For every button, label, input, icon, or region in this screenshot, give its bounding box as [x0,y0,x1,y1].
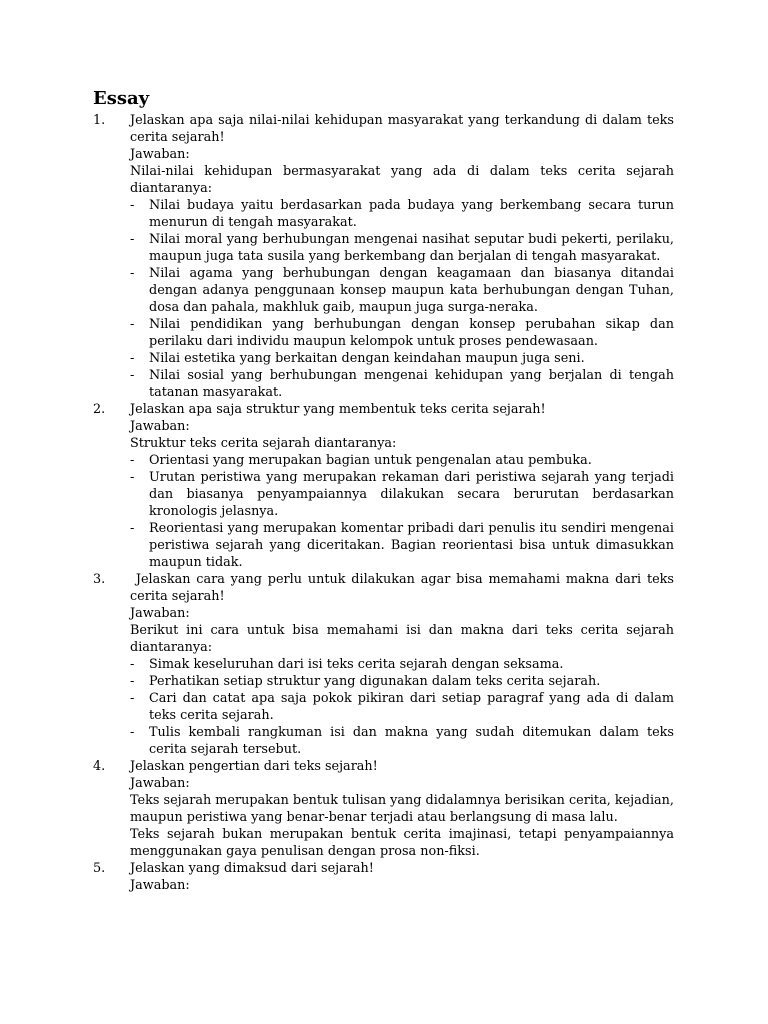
bullet-item [130,265,674,316]
question-text: Jelaskan cara yang perlu untuk dilakukan agar bisa memahami makna dari teks cerita sejarah! [130,572,679,604]
question-body [130,758,674,860]
answer-label: Jawaban: [130,776,190,791]
dash-bullet-icon: - [130,521,135,536]
bullet-text: Nilai estetika yang berkaitan dengan keindahan maupun juga seni. [149,351,585,366]
answer-paragraph: Struktur teks cerita sejarah diantaranya: [130,436,397,451]
bullet-text: Simak keseluruhan dari isi teks cerita sejarah dengan seksama. [149,657,564,672]
bullet-item [130,452,674,469]
question-body [130,571,679,758]
dash-bullet-icon: - [130,368,135,383]
question-text: Jelaskan apa saja struktur yang membentuk teks cerita sejarah! [130,402,546,417]
answer-bullet-list [130,656,674,758]
answer-label: Jawaban: [130,878,190,893]
dash-bullet-icon: - [130,232,135,247]
answer-paragraph: Teks sejarah merupakan bentuk tulisan yang didalamnya berisikan cerita, kejadian, maupun peristiwa yang benar-benar terjadi atau berlangsung di masa lalu. [130,793,674,825]
bullet-text: Nilai moral yang berhubungan mengenai nasihat seputar budi pekerti, perilaku, maupun juga tata susila yang berkembang dan berjalan di tengah masyarakat. [149,232,674,264]
question-number: 4. [93,759,106,774]
answer-bullet-list [130,452,674,571]
bullet-item [130,656,674,673]
bullet-text: Nilai sosial yang berhubungan mengenai kehidupan yang berjalan di tengah tatanan masyarakat. [149,368,674,400]
bullet-text: Urutan peristiwa yang merupakan rekaman dari peristiwa sejarah yang terjadi dan biasanya penyampaiannya dilakukan secara berurutan berdasarkan kronologis jelasnya. [149,470,674,519]
bullet-item [130,520,674,571]
question-number: 3. [93,572,106,587]
dash-bullet-icon: - [130,657,135,672]
answer-paragraph: Berikut ini cara untuk bisa memahami isi dan makna dari teks cerita sejarah diantaranya: [130,623,674,655]
dash-bullet-icon: - [130,691,135,706]
bullet-item [130,690,674,724]
dash-bullet-icon: - [130,351,135,366]
dash-bullet-icon: - [130,317,135,332]
bullet-item [130,197,674,231]
question-number: 2. [93,402,106,417]
answer-label: Jawaban: [130,606,190,621]
dash-bullet-icon: - [130,674,135,689]
bullet-item [130,724,674,758]
bullet-item [130,673,674,690]
dash-bullet-icon: - [130,725,135,740]
question-text: Jelaskan yang dimaksud dari sejarah! [130,861,374,876]
answer-paragraph: Teks sejarah bukan merupakan bentuk cerita imajinasi, tetapi penyampaiannya menggunakan gaya penulisan dengan prosa non-fiksi. [130,827,674,859]
answer-paragraph: Nilai-nilai kehidupan bermasyarakat yang ada di dalam teks cerita sejarah diantaranya: [130,164,674,196]
bullet-item [130,367,674,401]
bullet-text: Nilai pendidikan yang berhubungan dengan konsep perubahan sikap dan perilaku dari individu maupun kelompok untuk proses pendewasaan. [149,317,674,349]
question-body [130,860,674,894]
answer-label: Jawaban: [130,419,190,434]
bullet-item [130,350,674,367]
question-body [130,401,674,571]
question-text: Jelaskan pengertian dari teks sejarah! [130,759,378,774]
bullet-text: Reorientasi yang merupakan komentar pribadi dari penulis itu sendiri mengenai peristiwa sejarah yang diceritakan. Bagian reorientasi bisa untuk dimasukkan maupun tidak. [149,521,674,570]
bullet-text: Cari dan catat apa saja pokok pikiran dari setiap paragraf yang ada di dalam teks cerita sejarah. [149,691,674,723]
question-item [93,758,674,860]
answer-bullet-list [130,197,674,401]
dash-bullet-icon: - [130,266,135,281]
page-title: Essay [93,88,150,109]
bullet-item [130,469,674,520]
question-item [93,571,679,758]
question-text: Jelaskan apa saja nilai-nilai kehidupan masyarakat yang terkandung di dalam teks cerita sejarah! [130,113,679,145]
question-body [130,112,679,401]
essay-question-list [93,112,679,894]
question-item [93,401,674,571]
dash-bullet-icon: - [130,198,135,213]
question-item [93,860,674,894]
bullet-text: Orientasi yang merupakan bagian untuk pengenalan atau pembuka. [149,453,592,468]
bullet-text: Perhatikan setiap struktur yang digunakan dalam teks cerita sejarah. [149,674,601,689]
question-number: 5. [93,861,106,876]
question-number: 1. [93,113,106,128]
question-item [93,112,679,401]
dash-bullet-icon: - [130,453,135,468]
bullet-item [130,316,674,350]
answer-label: Jawaban: [130,147,190,162]
dash-bullet-icon: - [130,470,135,485]
bullet-item [130,231,674,265]
bullet-text: Tulis kembali rangkuman isi dan makna yang sudah ditemukan dalam teks cerita sejarah tersebut. [149,725,674,757]
bullet-text: Nilai budaya yaitu berdasarkan pada budaya yang berkembang secara turun menurun di tengah masyarakat. [149,198,674,230]
bullet-text: Nilai agama yang berhubungan dengan keagamaan dan biasanya ditandai dengan adanya penggunaan konsep maupun kata berhubungan dengan Tuhan, dosa dan pahala, makhluk gaib, maupun juga surga-neraka. [149,266,674,315]
